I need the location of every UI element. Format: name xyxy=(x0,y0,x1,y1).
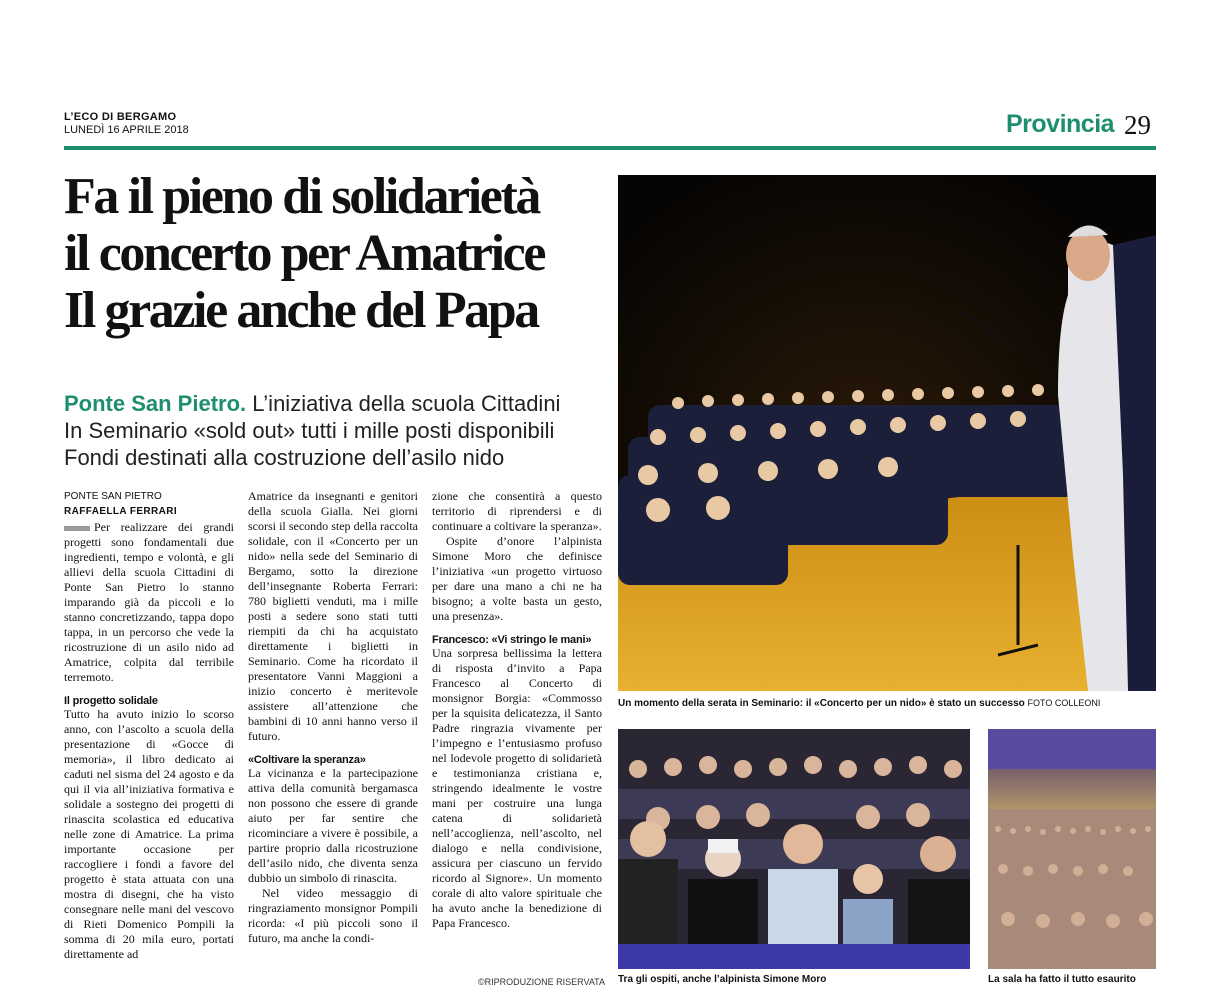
newspaper-name: L’ECO DI BERGAMO xyxy=(64,111,177,123)
guests-photo xyxy=(618,729,970,969)
photo-credit: FOTO COLLEONI xyxy=(1027,698,1101,708)
headline-line: Fa il pieno di solidarietà xyxy=(64,168,539,225)
header-rule xyxy=(64,146,1156,150)
headline-line: Il grazie anche del Papa xyxy=(64,282,538,339)
paragraph: La vicinanza e la partecipazione attiva della comunità bergamasca non possono che essere di grande aiuto per far sentire che ricominciare a vivere è possibile, a partire proprio dalla ricostruzione dell’asilo nido, che diventa senza dubbio un simbolo di rinascita. xyxy=(248,766,418,885)
concert-stage-photo xyxy=(618,175,1156,691)
subhead-line: Fondi destinati alla costruzione dell’asilo nido xyxy=(64,445,505,470)
main-photo-caption xyxy=(618,698,1100,709)
hall-photo xyxy=(988,729,1156,969)
paragraph: Per realizzare dei grandi progetti sono fondamentali due ingredienti, tempo e volontà, e gli allievi della scuola Cittadini di Ponte San Pietro lo stanno imparando già da piccoli e lo stanno concretizzando, tappa dopo tappa, in un percorso che vede la ricostruzione di un asilo nido ad Amatrice, colpita dal terribile terremoto. xyxy=(64,520,234,684)
copyright-note: ©RIPRODUZIONE RISERVATA xyxy=(478,977,605,987)
page-number: 29 xyxy=(1124,110,1151,140)
lead-marker xyxy=(64,526,90,531)
hall-photo-caption: La sala ha fatto il tutto esaurito xyxy=(988,974,1136,985)
paragraph: Amatrice da insegnanti e genitori della scuola Gialla. Nei giorni scorsi il secondo step della raccolta solidale, con il «Concerto per un nido» nella sede del Seminario di Bergamo, sotto la direzione dell’insegnante Roberta Ferrari: 780 biglietti venduti, ma i mille posti a sedere sono stati tutti riempiti da chi ha acquistato direttamente i biglietti in Seminario. Come ha ricordato il presentatore Vanni Maggioni a inizio concerto è meritevole assistere all’attenzione che bambini di 10 anni hanno verso il futuro. xyxy=(248,489,418,743)
paragraph: Una sorpresa bellissima la lettera di risposta d’invito a Papa Francesco al Concerto di monsignor Borgia: «Commosso per la squisita delicatezza, il Santo Padre ringrazia vivamente per l’impegno e l’entusiasmo profuso nel lodevole progetto di solidarietà e testimonianza cristiana e, stringendo idealmente le vostre mani per costruire una lunga catena di solidarietà nell’accoglienza, nell’ascolto, nel dialogo e nella condivisione, assicura per ciascuno un fervido ricordo al Signore». Un momento corale di alto valore spirituale che ha avuto anche la benedizione di Papa Francesco. xyxy=(432,646,602,930)
concert-stage-image xyxy=(618,175,1156,691)
subhead-place: Ponte San Pietro. xyxy=(64,391,247,416)
caption-text: Un momento della serata in Seminario: il «Concerto per un nido» è stato un successo xyxy=(618,698,1025,709)
paragraph: zione che consentirà a questo territorio di riprendersi e di continuare a coltivare la speranza». xyxy=(432,489,602,533)
article-column-2 xyxy=(248,489,418,946)
paragraph: Ospite d’onore l’alpinista Simone Moro che definisce l’iniziativa «un progetto virtuoso per dare una mano a chi ne ha bisogno; a volte basta un gesto, una presenza». xyxy=(432,534,602,623)
subhead-line: In Seminario «sold out» tutti i mille posti disponibili xyxy=(64,418,555,443)
issue-date: LUNEDÌ 16 APRILE 2018 xyxy=(64,124,189,136)
guests-image xyxy=(618,729,970,969)
article-column-3 xyxy=(432,489,602,931)
author: RAFFAELLA FERRARI xyxy=(64,506,178,517)
article-column-1 xyxy=(64,520,234,962)
headline xyxy=(64,168,624,339)
dateline: PONTE SAN PIETRO xyxy=(64,491,162,502)
section-subheading: Il progetto solidale xyxy=(64,695,158,707)
subheadline xyxy=(64,390,624,471)
hall-image xyxy=(988,729,1156,969)
paragraph: Nel video messaggio di ringraziamento monsignor Pompili ricorda: «I più piccoli sono il futuro, ma anche la condi- xyxy=(248,886,418,945)
headline-line: il concerto per Amatrice xyxy=(64,225,544,282)
section-name: Provincia xyxy=(1006,110,1115,138)
guests-photo-caption: Tra gli ospiti, anche l’alpinista Simone Moro xyxy=(618,974,827,985)
subhead-line: L’iniziativa della scuola Cittadini xyxy=(246,391,561,416)
section-subheading: «Coltivare la speranza» xyxy=(248,754,366,766)
paragraph: Tutto ha avuto inizio lo scorso anno, con l’ascolto a scuola della presentazione di «Gocce di memoria», il libro dedicato ai caduti nel sisma del 24 agosto e da qui il via all’iniziativa formativa e solidale a sostegno dei progetti di rinascita scolastica ed educativa nelle zone di Amatrice. La prima importante occasione per raccogliere i fondi a favore del progetto è stata attuata con una mostra di disegni, che ha visto consegnare nelle mani del vescovo di Rieti Domenico Pompili la somma di 20 mila euro, portati direttamente ad xyxy=(64,707,234,961)
section-subheading: Francesco: «Vi stringo le mani» xyxy=(432,634,592,646)
